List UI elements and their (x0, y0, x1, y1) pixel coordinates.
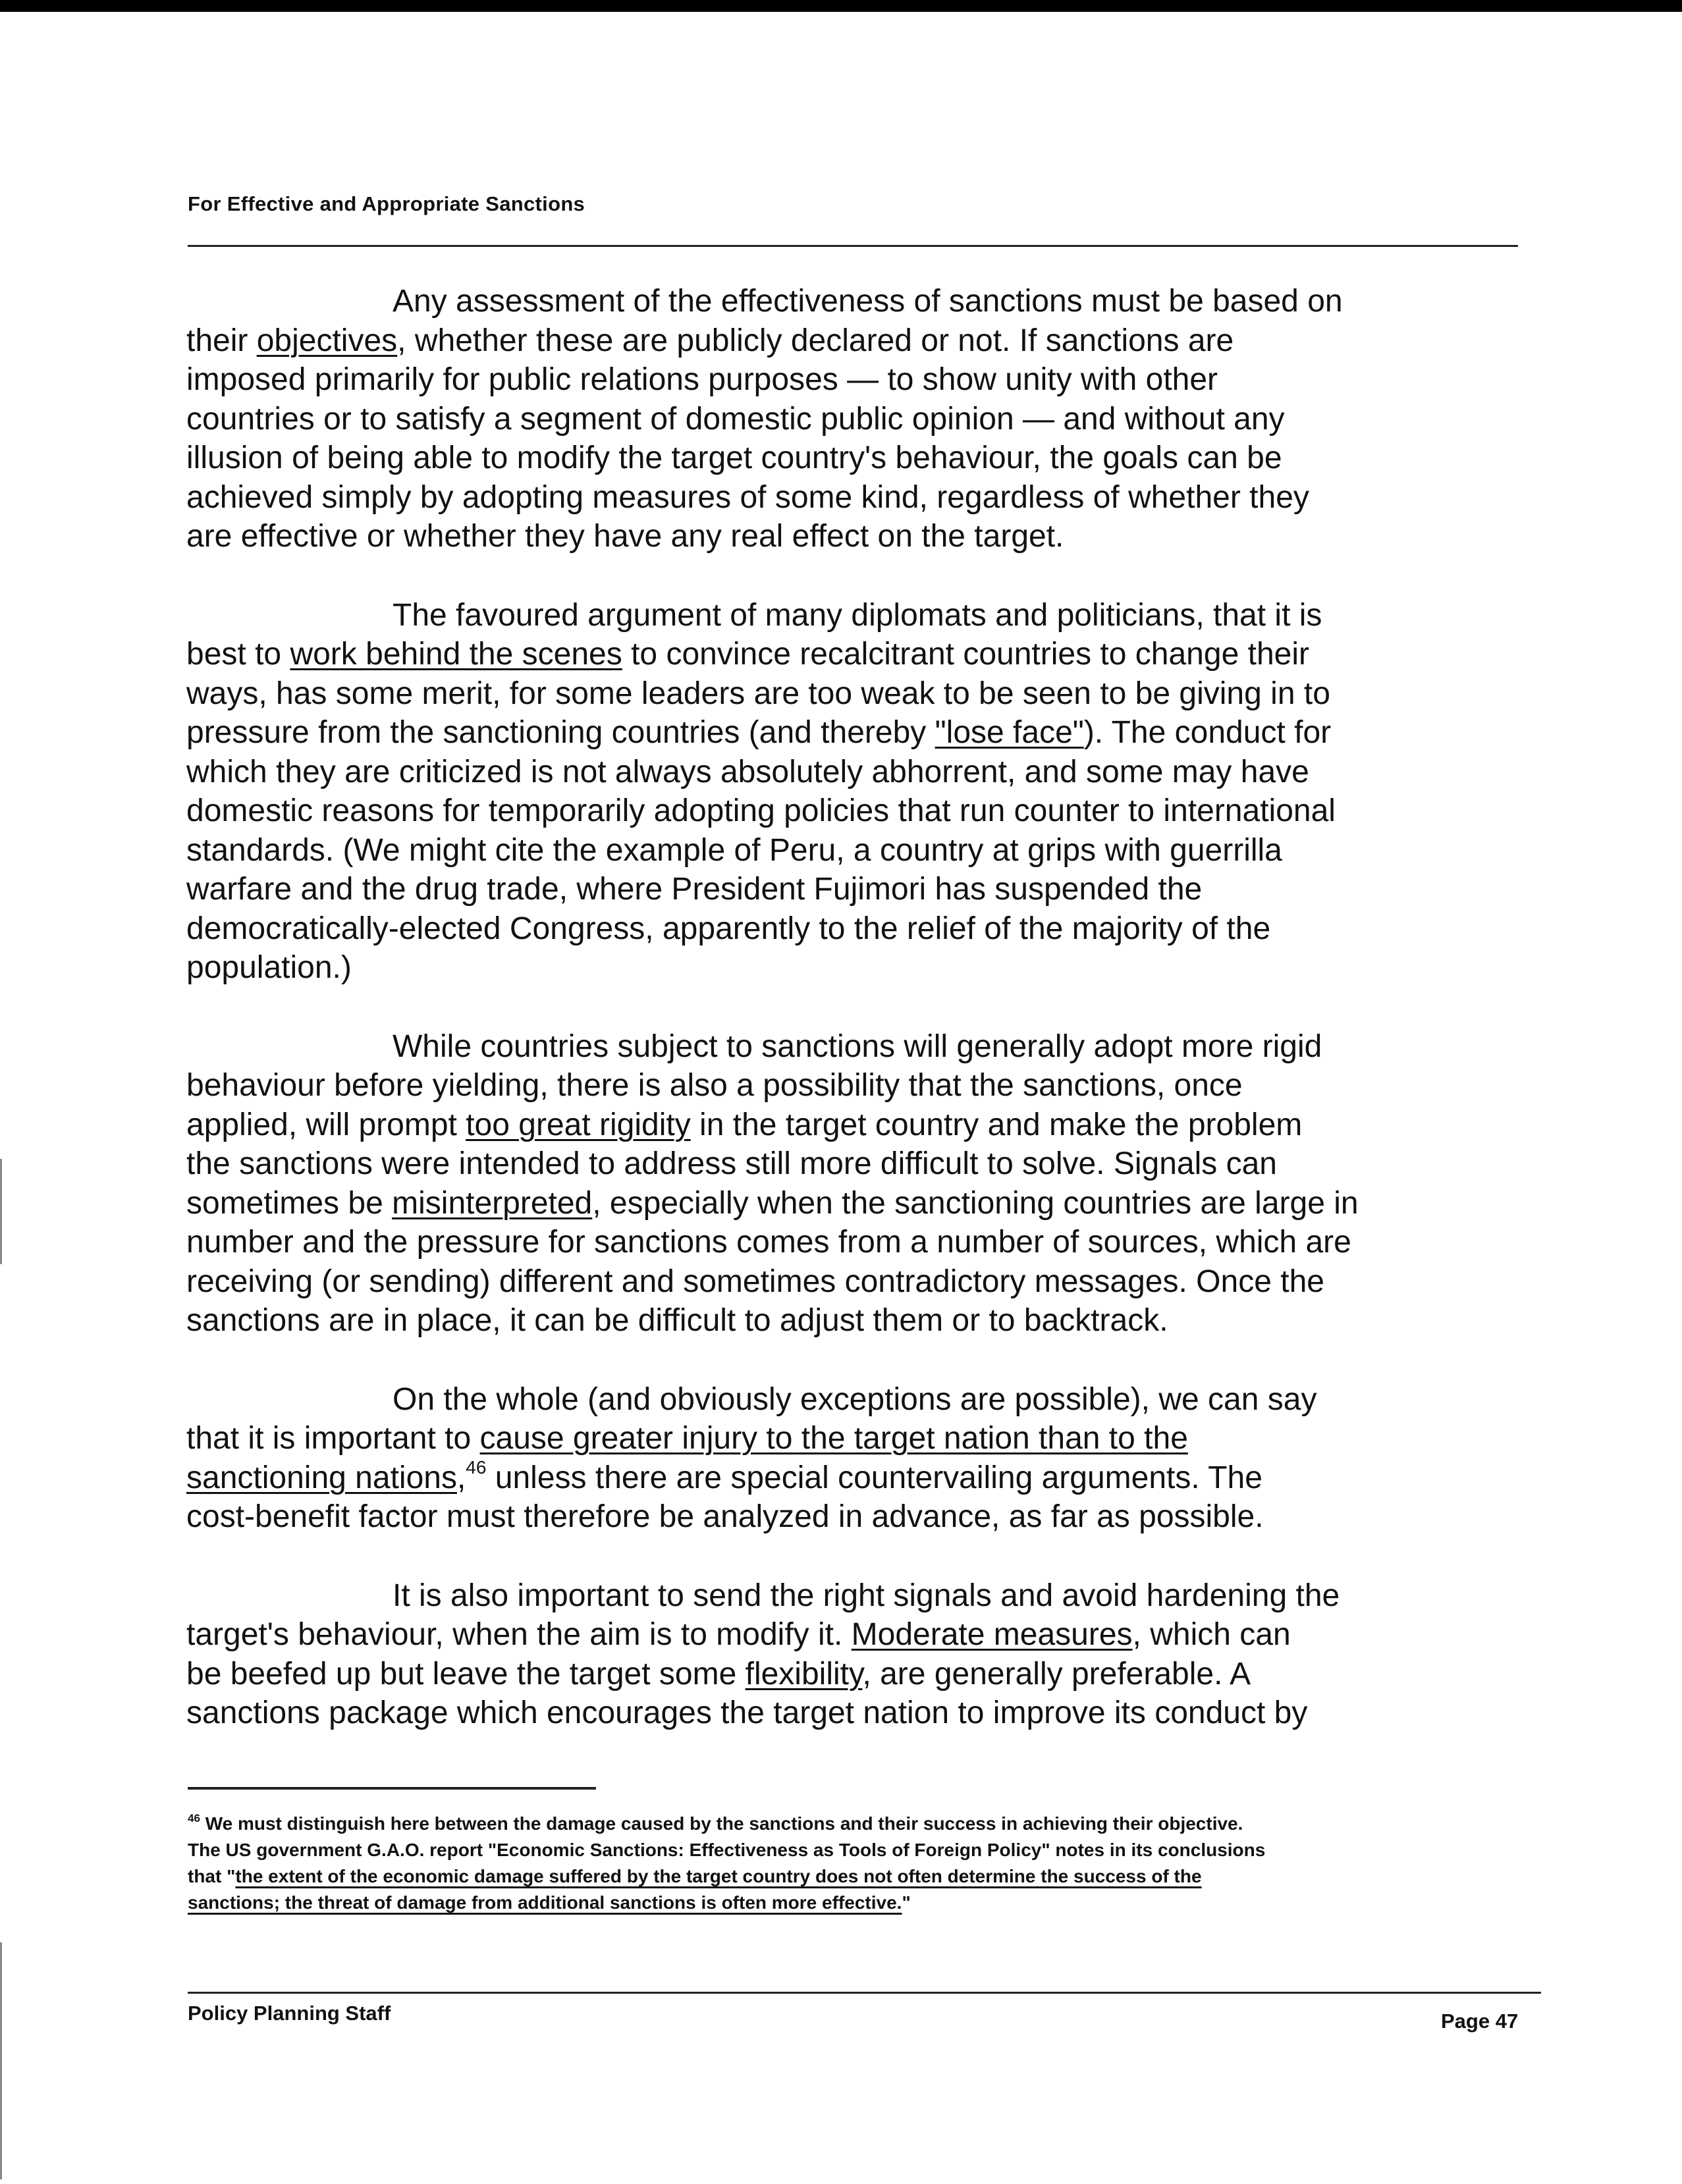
footnote-line: that "the extent of the economic damage suffered by the target country does not often determine the success of the (188, 1866, 1202, 1886)
text-line: sanctions package which encourages the target nation to improve its conduct by (186, 1695, 1308, 1730)
text-line: pressure from the sanctioning countries (and thereby "lose face"). The conduct for (186, 715, 1332, 750)
underlined-text: cause greater injury to the target nation than to the (479, 1421, 1188, 1456)
text-line: behaviour before yielding, there is also a possibility that the sanctions, once (186, 1068, 1243, 1103)
text-line: which they are criticized is not always absolutely abhorrent, and some may have (186, 754, 1309, 789)
footer-rule (188, 1992, 1541, 1994)
text-line: are effective or whether they have any real effect on the target. (186, 519, 1064, 554)
text-line: the sanctions were intended to address still more difficult to solve. Signals can (186, 1146, 1277, 1181)
underlined-text: sanctions; the threat of damage from additional sanctions is often more effective. (188, 1892, 902, 1913)
text-line: applied, will prompt too great rigidity in the target country and make the problem (186, 1107, 1303, 1142)
text-line: domestic reasons for temporarily adopting policies that run counter to international (186, 793, 1336, 828)
text-line: be beefed up but leave the target some flexibility, are generally preferable. A (186, 1656, 1251, 1691)
text-line: that it is important to cause greater injury to the target nation than to the (186, 1421, 1188, 1456)
scan-border-top (0, 0, 1682, 12)
underlined-text: objectives (256, 323, 398, 358)
underlined-text: "lose face" (935, 715, 1084, 750)
footnote-line: The US government G.A.O. report "Economic Sanctions: Effectiveness as Tools of Foreign Policy" notes in its conclusions (188, 1840, 1266, 1860)
paragraph (186, 1576, 1530, 1733)
page-number: Page 47 (1441, 2010, 1519, 2033)
body-text (186, 282, 1530, 1772)
text-line: On the whole (and obviously exceptions are possible), we can say (393, 1381, 1317, 1417)
text-line: their objectives, whether these are publicly declared or not. If sanctions are (186, 323, 1234, 358)
footnote (188, 1811, 1531, 1916)
text-line: It is also important to send the right signals and avoid hardening the (393, 1578, 1340, 1613)
scan-edge-mark (0, 1159, 2, 1264)
text-line: While countries subject to sanctions will generally adopt more rigid (393, 1028, 1322, 1064)
underlined-text: too great rigidity (466, 1107, 691, 1142)
footnote-line: $^{46}$ We must distinguish here between the damage caused by the sanctions and their success in achieving their objective. (188, 1812, 1243, 1834)
footnote-line: sanctions; the threat of damage from additional sanctions is often more effective." (188, 1892, 911, 1913)
footer-left: Policy Planning Staff (188, 2002, 391, 2025)
text-line: achieved simply by adopting measures of some kind, regardless of whether they (186, 479, 1309, 515)
text-line: Any assessment of the effectiveness of sanctions must be based on (393, 284, 1343, 319)
footnote-marker: 46 (188, 1812, 200, 1824)
paragraph (186, 282, 1530, 556)
underlined-text: Moderate measures (851, 1617, 1133, 1652)
text-line: The favoured argument of many diplomats and politicians, that it is (393, 597, 1322, 633)
text-line: target's behaviour, when the aim is to modify it. Moderate measures, which can (186, 1617, 1291, 1652)
underlined-text: misinterpreted (392, 1185, 593, 1221)
text-line: warfare and the drug trade, where President Fujimori has suspended the (186, 872, 1203, 907)
underlined-text: sanctioning nations (186, 1460, 457, 1495)
text-line: ways, has some merit, for some leaders are too weak to be seen to be giving in to (186, 676, 1330, 711)
text-line: receiving (or sending) different and sometimes contradictory messages. Once the (186, 1264, 1324, 1299)
text-line: best to work behind the scenes to convince recalcitrant countries to change their (186, 637, 1309, 672)
text-line: standards. (We might cite the example of Peru, a country at grips with guerrilla (186, 832, 1282, 868)
text-line: cost-benefit factor must therefore be analyzed in advance, as far as possible. (186, 1499, 1264, 1534)
footnote-reference: 46 (466, 1456, 487, 1478)
underlined-text: work behind the scenes (290, 637, 622, 672)
text-line: sometimes be misinterpreted, especially when the sanctioning countries are large in (186, 1185, 1359, 1221)
underlined-text: flexibility (745, 1656, 863, 1691)
text-line: sanctioning nations,$^{46}$ unless there are special countervailing arguments. The (186, 1456, 1262, 1495)
text-line: population.) (186, 950, 352, 985)
paragraph (186, 1380, 1530, 1537)
underlined-text: the extent of the economic damage suffered by the target country does not often determine the success of the (235, 1866, 1202, 1886)
paragraph (186, 1027, 1530, 1341)
running-header: For Effective and Appropriate Sanctions (188, 192, 585, 215)
text-line: number and the pressure for sanctions comes from a number of sources, which are (186, 1225, 1351, 1260)
header-rule (188, 245, 1518, 247)
footnote-separator (188, 1787, 596, 1790)
paragraph (186, 596, 1530, 988)
text-line: illusion of being able to modify the target country's behaviour, the goals can be (186, 440, 1282, 475)
text-line: imposed primarily for public relations purposes — to show unity with other (186, 362, 1218, 397)
scan-edge-mark (0, 1942, 2, 2179)
text-line: sanctions are in place, it can be difficult to adjust them or to backtrack. (186, 1303, 1168, 1338)
text-line: countries or to satisfy a segment of domestic public opinion — and without any (186, 401, 1285, 437)
text-line: democratically-elected Congress, apparently to the relief of the majority of the (186, 911, 1271, 946)
